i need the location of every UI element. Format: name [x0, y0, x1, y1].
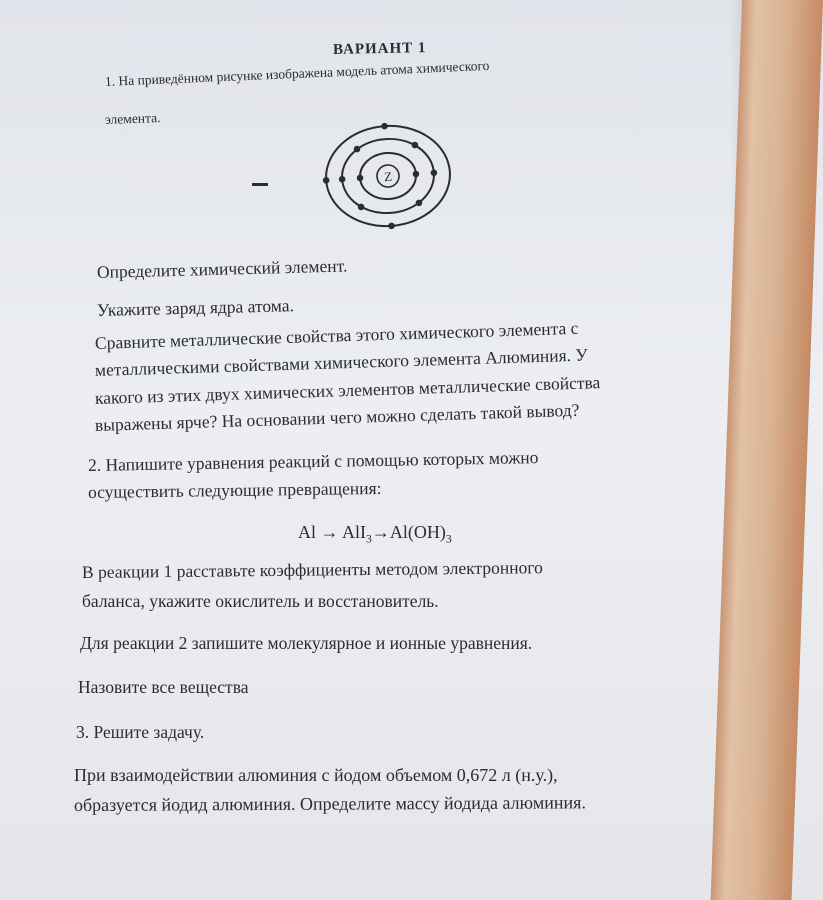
task2-reaction1-line2: баланса, укажите окислитель и восстановитель. [82, 591, 439, 611]
task1-question2: Укажите заряд ядра атома. [96, 295, 295, 320]
equation-part2: →Al(OH) [371, 522, 446, 542]
task3-header: 3. Решите задачу. [76, 722, 205, 742]
electron [323, 177, 330, 184]
electron [381, 123, 388, 130]
nucleus-label: Z [383, 168, 393, 185]
electron [357, 174, 364, 181]
task2-line1: 2. Напишите уравнения реакций с помощью которых можно [87, 447, 539, 475]
task1-question1: Определите химический элемент. [96, 255, 348, 282]
task1-question3-line1: Сравните металлические свойства этого химического элемента с [94, 317, 579, 353]
atom-model-diagram [318, 120, 458, 232]
task1-question3-line2: металлическими свойствами химического элемента Алюминия. У [94, 344, 589, 380]
task3-line1: При взаимодействии алюминия с йодом объемом 0,672 л (н.у.), [74, 765, 558, 785]
task3-line2: образуется йодид алюминия. Определите массу йодида алюминия. [73, 792, 586, 815]
equation-sub1: 3 [366, 532, 372, 546]
variant-title: ВАРИАНТ 1 [332, 40, 427, 58]
task2-name-all: Назовите все вещества [78, 677, 249, 697]
minus-sign [252, 183, 268, 186]
task1-intro-line1: 1. На приведённом рисунке изображена модель атома химического [104, 57, 490, 89]
electron [430, 169, 437, 176]
equation-sub2: 3 [445, 532, 452, 546]
electron [412, 171, 419, 178]
equation-part1: Al → AlI [298, 522, 367, 542]
task1-question3-line4: выражены ярче? На основании чего можно сделать такой вывод? [94, 399, 580, 435]
electron [339, 176, 346, 183]
task2-equation [298, 522, 452, 546]
task1-intro-line2: элемента. [104, 110, 161, 127]
task2-reaction1-line1: В реакции 1 расставьте коэффициенты методом электронного [81, 557, 543, 582]
task2-line2: осуществить следующие превращения: [87, 477, 382, 502]
task2-reaction2: Для реакции 2 запишите молекулярное и ионные уравнения. [80, 633, 533, 653]
task1-question3-line3: какого из этих двух химических элементов металлические свойства [94, 372, 601, 408]
electron [388, 222, 395, 229]
